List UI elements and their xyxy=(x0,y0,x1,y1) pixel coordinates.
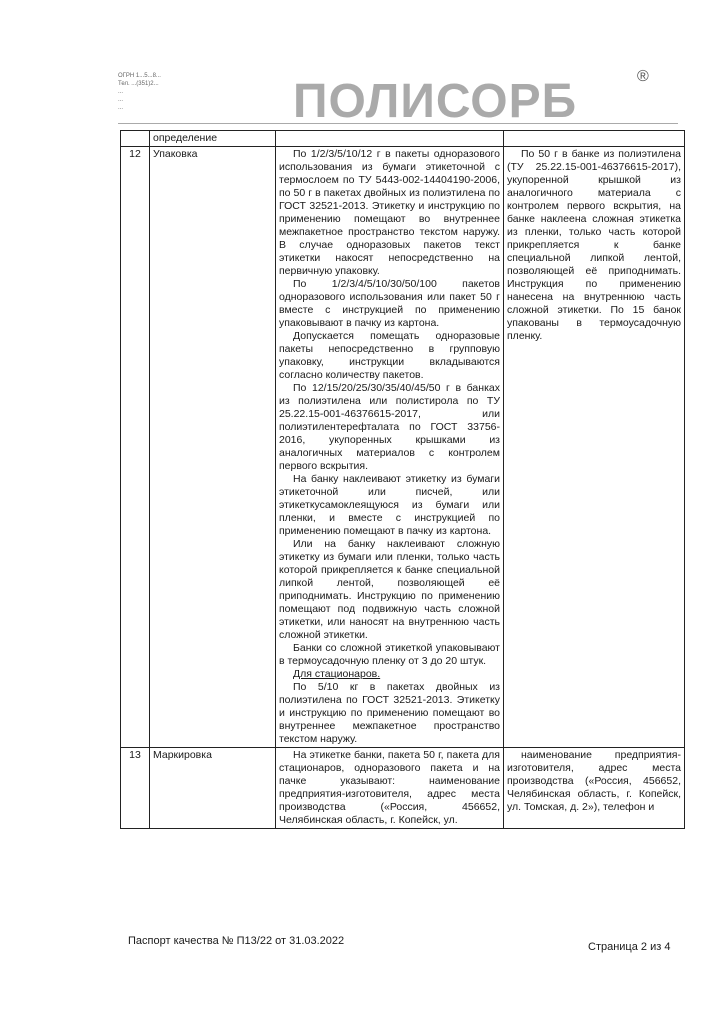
actual-cell xyxy=(504,131,685,147)
requirement-cell xyxy=(276,748,504,829)
cell-paragraph: Допускается помещать одноразовые пакеты непосредственно в групповую упаковку, инструкции вкладываются согласно количеству пакетов. xyxy=(279,330,500,381)
company-detail-line: ОГРН 1...5...8... xyxy=(118,73,161,79)
company-details xyxy=(118,72,318,112)
row-number: 12 xyxy=(121,147,150,748)
cell-paragraph: По 1/2/3/4/5/10/30/50/100 пакетов одноразового использования или пакет 50 г вместе с инструкцией по применению упаковывают в пачку из картона. xyxy=(279,278,500,329)
cell-paragraph: Или на банку наклеивают сложную этикетку из бумаги или пленки, только часть которой прикрепляется к банке специальной липкой лентой, позволяющей её приподнимать. Инструкцию по применению помещают под подвижную часть сложной этикетки, или наносят на внутреннюю часть сложной этикетки. xyxy=(279,538,500,641)
registered-mark: ® xyxy=(637,68,649,85)
actual-cell xyxy=(504,147,685,748)
cell-paragraph: По 12/15/20/25/30/35/40/45/50 г в банках из полиэтилена или полистирола по ТУ 25.22.15-001-46376615-2017, или полиэтилентерефталата по ГОСТ 33756-2016, укупоренных крышками из аналогичных материалов с контролем первого вскрытия. xyxy=(279,382,500,472)
table-row xyxy=(121,147,685,748)
table-row xyxy=(121,131,685,147)
actual-cell xyxy=(504,748,685,829)
cell-paragraph: По 5/10 кг в пакетах двойных из полиэтилена по ГОСТ 32521-2013. Этикетку и инструкцию по применению помещают во внутреннее межпакетное пространство текстом наружу. xyxy=(279,681,500,745)
cell-paragraph: На этикетке банки, пакета 50 г, пакета для стационаров, одноразового пакета и на пачке указывают: наименование предприятия-изготовителя, адрес места производства («Россия, 456652, Челябинская область, г. Копейск, ул. xyxy=(279,749,500,826)
cell-paragraph: По 50 г в банке из полиэтилена (ТУ 25.22.15-001-46376615-2017), укупоренной крышкой из аналогичного материала с контролем первого вскрытия, на банке наклеена сложная этикетка из пленки, только часть которой прикрепляется к банке специальной липкой лентой, позволяющей её приподнимать. Инструкция по применению нанесена на внутреннюю часть сложной этикетки. По 15 банок упакованы в термоусадочную пленку. xyxy=(507,148,681,342)
cell-paragraph: На банку наклеивают этикетку из бумаги этикеточной или писчей, или этикеткусамоклеящуюся из бумаги или пленки, и вместе с инструкцией по применению помещают в пачку из картона. xyxy=(279,473,500,537)
company-detail-line: Тел. ...(351)2... xyxy=(118,81,159,87)
cell-paragraph: Для стационаров. xyxy=(293,668,381,680)
letterhead xyxy=(118,58,678,138)
row-title: определение xyxy=(150,131,276,147)
cell-paragraph: По 1/2/3/5/10/12 г в пакеты одноразового использования из бумаги этикеточной с термослоем по ТУ 5443-002-14404190-2006, по 50 г в пакетах двойных из полиэтилена по ГОСТ 32521-2013. Этикетку и инструкцию по применению помещают во внутреннее межпакетное пространство текстом наружу. В случае одноразовых пакетов текст этикетки накосят непосредственно на первичную упаковку. xyxy=(279,148,500,277)
table-row xyxy=(121,748,685,829)
row-number: 13 xyxy=(121,748,150,829)
page-number: Страница 2 из 4 xyxy=(588,941,671,953)
spec-table xyxy=(120,130,685,829)
header-divider xyxy=(118,123,678,124)
brand-logo: ПОЛИСОРБ xyxy=(293,75,578,128)
requirement-cell xyxy=(276,131,504,147)
company-detail-line: ... xyxy=(118,97,124,103)
company-detail-line: ... xyxy=(118,89,124,95)
cell-paragraph: наименование предприятия-изготовителя, адрес места производства («Россия, 456652, Челябинская область, г. Копейск, ул. Томская, д. 2»), телефон и xyxy=(507,749,681,813)
company-detail-line: ... xyxy=(118,105,124,111)
row-number xyxy=(121,131,150,147)
requirement-cell xyxy=(276,147,504,748)
row-title: Упаковка xyxy=(150,147,276,748)
passport-reference: Паспорт качества № П13/22 от 31.03.2022 xyxy=(128,935,345,947)
cell-paragraph: Банки со сложной этикеткой упаковывают в термоусадочную пленку от 3 до 20 штук. xyxy=(279,642,500,667)
row-title: Маркировка xyxy=(150,748,276,829)
